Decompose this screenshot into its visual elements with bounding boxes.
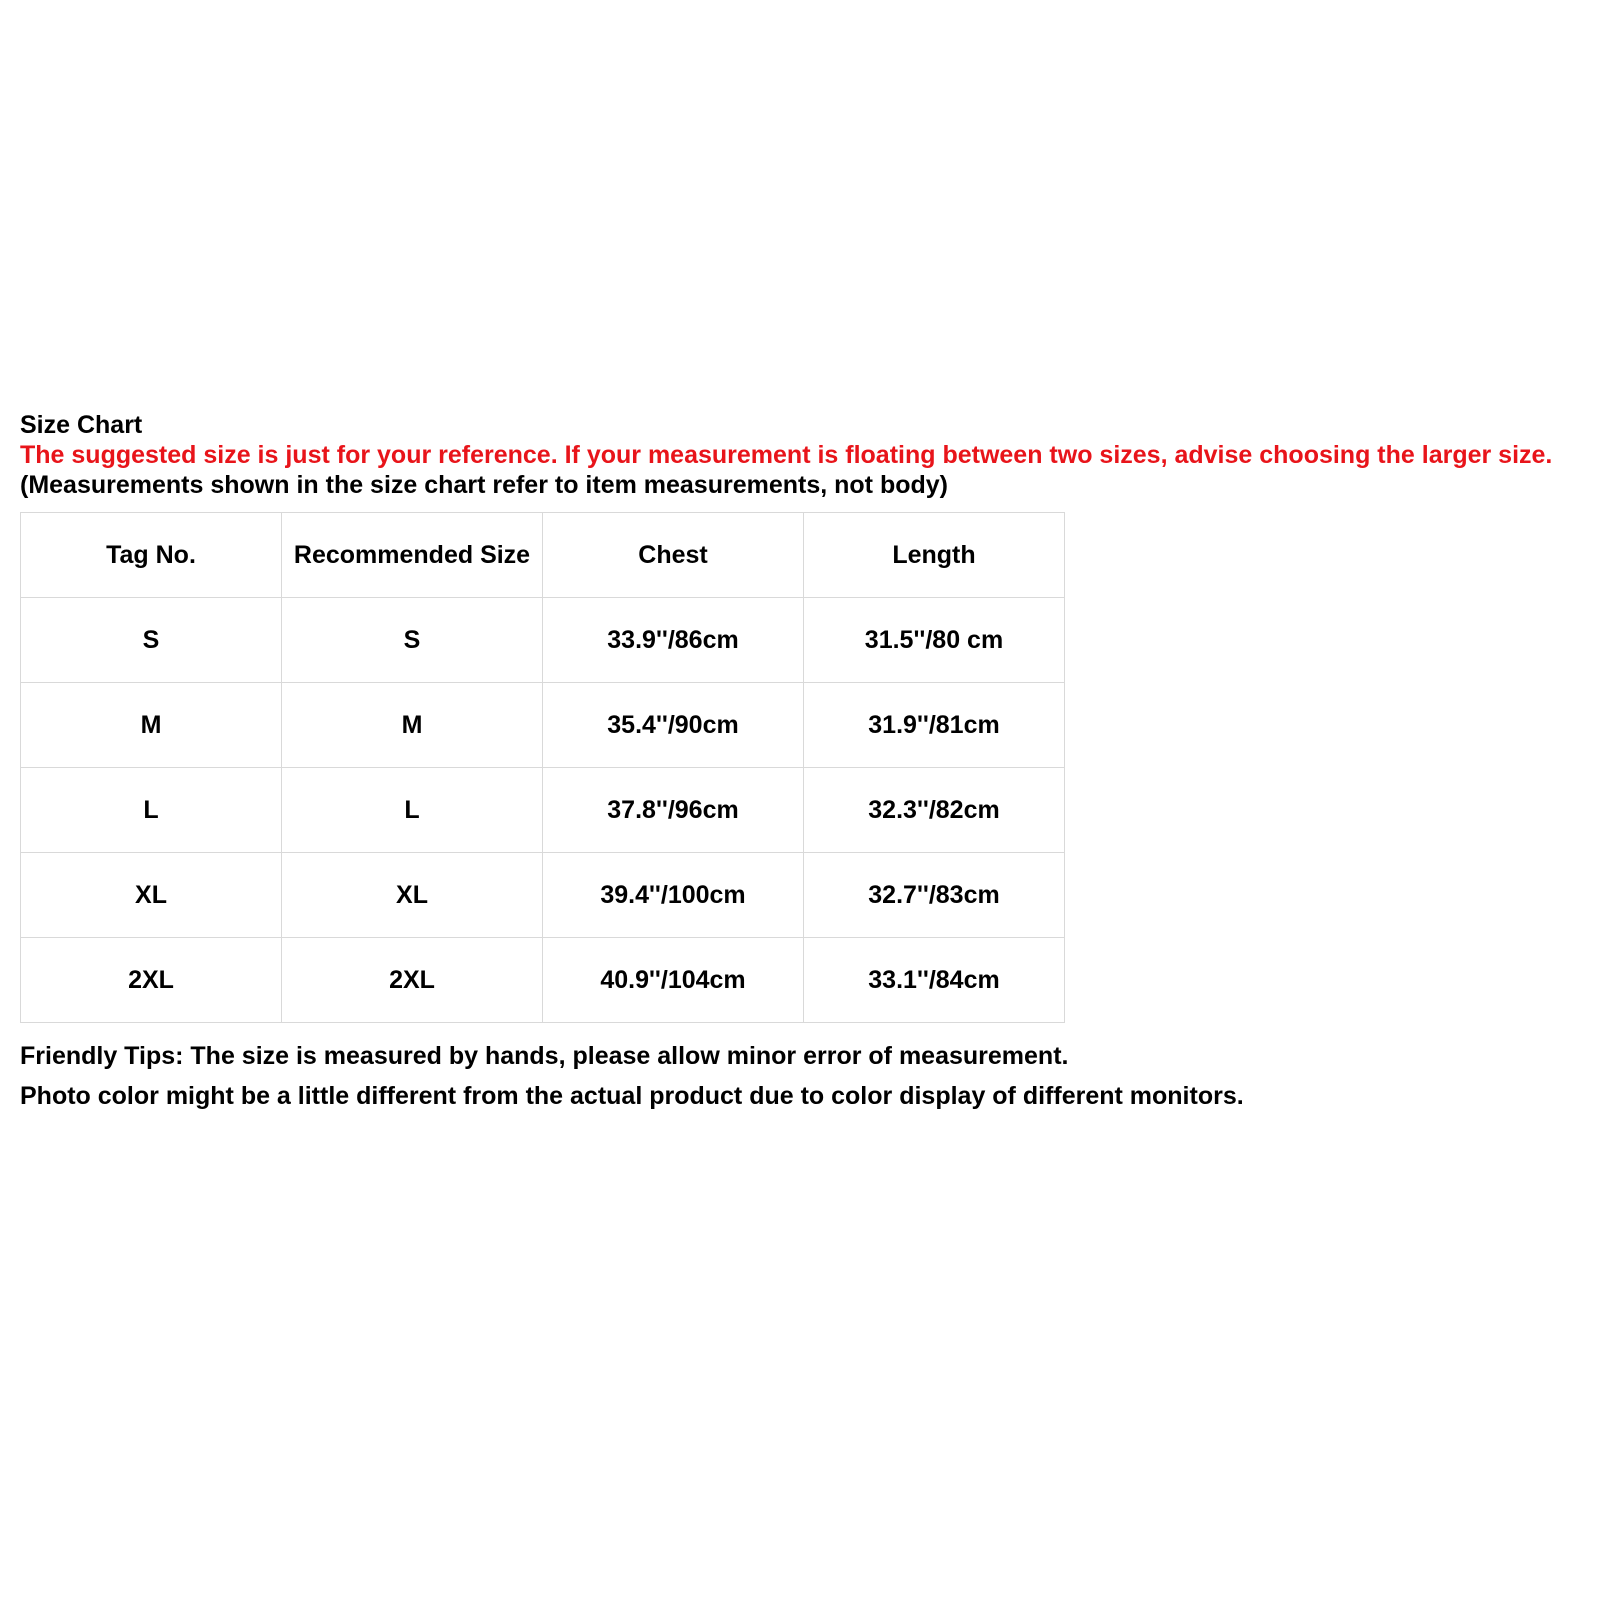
cell-recommended-size: M [282, 683, 543, 768]
cell-recommended-size: XL [282, 853, 543, 938]
page-title: Size Chart [20, 411, 143, 439]
cell-length: 31.9''/81cm [804, 683, 1065, 768]
table-row [21, 853, 1065, 938]
cell-tag-no: 2XL [21, 938, 282, 1023]
cell-recommended-size: 2XL [282, 938, 543, 1023]
cell-chest: 33.9''/86cm [543, 598, 804, 683]
cell-tag-no: XL [21, 853, 282, 938]
table-row [21, 768, 1065, 853]
table-header-row [21, 513, 1065, 598]
cell-recommended-size: L [282, 768, 543, 853]
cell-length: 32.3''/82cm [804, 768, 1065, 853]
cell-recommended-size: S [282, 598, 543, 683]
measurement-note: (Measurements shown in the size chart refer to item measurements, not body) [20, 471, 948, 499]
header-recommended-size: Recommended Size [282, 513, 543, 598]
size-table [20, 512, 1065, 1023]
header-chest: Chest [543, 513, 804, 598]
cell-chest: 35.4''/90cm [543, 683, 804, 768]
cell-chest: 39.4''/100cm [543, 853, 804, 938]
table-row [21, 938, 1065, 1023]
cell-length: 31.5''/80 cm [804, 598, 1065, 683]
cell-tag-no: M [21, 683, 282, 768]
color-disclaimer: Photo color might be a little different from the actual product due to color display of different monitors. [20, 1082, 1244, 1110]
size-chart-section [20, 410, 1580, 1111]
cell-length: 32.7''/83cm [804, 853, 1065, 938]
cell-tag-no: L [21, 768, 282, 853]
friendly-tips: Friendly Tips: The size is measured by hands, please allow minor error of measurement. [20, 1042, 1069, 1070]
cell-tag-no: S [21, 598, 282, 683]
cell-chest: 37.8''/96cm [543, 768, 804, 853]
cell-chest: 40.9''/104cm [543, 938, 804, 1023]
header-length: Length [804, 513, 1065, 598]
table-row [21, 598, 1065, 683]
table-row [21, 683, 1065, 768]
size-advice-notice: The suggested size is just for your reference. If your measurement is floating between two sizes, advise choosing the larger size. [20, 441, 1553, 469]
cell-length: 33.1''/84cm [804, 938, 1065, 1023]
header-tag-no: Tag No. [21, 513, 282, 598]
